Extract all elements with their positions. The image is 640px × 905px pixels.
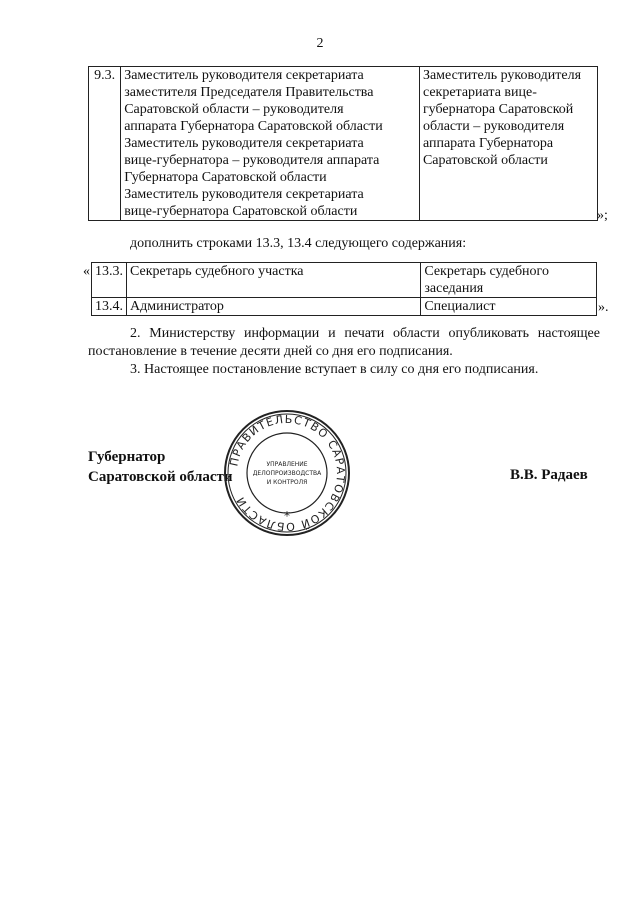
opening-quote: « [83, 264, 90, 279]
staff-table-continuation [88, 66, 598, 221]
seal-star-icon: * [284, 509, 290, 523]
page-number: 2 [316, 36, 324, 51]
signatory-title [88, 447, 233, 487]
cell-line: Губернатора Саратовской области [124, 170, 327, 185]
cell-line: заседания [424, 281, 484, 296]
row-number: 13.4. [92, 298, 127, 316]
cell-line: Заместитель руководителя секретариата [124, 187, 364, 202]
continuation-text: дополнить строками 13.3, 13.4 следующего содержания: [130, 236, 467, 251]
cell-line: губернатора Саратовской [422, 102, 574, 117]
cell-line: Заместитель руководителя секретариата [124, 136, 364, 151]
seal-inner-line: И КОНТРОЛЯ [266, 479, 308, 486]
new-position-cell [421, 263, 597, 298]
new-position-cell [421, 298, 597, 316]
cell-line: аппарата Губернатора Саратовской области [124, 119, 383, 134]
cell-line: Секретарь судебного [424, 264, 549, 279]
seal-inner-line: ДЕЛОПРОИЗВОДСТВА [252, 470, 322, 477]
new-position-cell [419, 67, 597, 221]
cell-line: Заместитель руководителя [422, 68, 582, 83]
table-row [92, 298, 597, 316]
old-position-cell: Администратор [127, 298, 421, 316]
signatory-name: В.В. Радаев [510, 467, 588, 483]
row-number: 13.3. [92, 263, 127, 298]
cell-line: вице-губернатора – руководителя аппарата [124, 153, 380, 168]
paragraph-publication: 2. Министерству информации и печати области опубликовать настоящее постановление в течение десяти дней со дня его подписания. [88, 326, 600, 359]
table-row [92, 263, 597, 298]
cell-line: Специалист [424, 299, 496, 314]
signatory-title-line: Саратовской области [88, 469, 233, 485]
seal-inner-line: УПРАВЛЕНИЕ [266, 461, 308, 468]
cell-line: Саратовской области – руководителя [124, 102, 344, 117]
cell-line: Заместитель руководителя секретариата [124, 68, 364, 83]
signatory-title-line: Губернатор [88, 449, 166, 465]
old-position-cell [121, 67, 420, 221]
seal-outer-text: ПРАВИТЕЛЬСТВО САРАТОВСКОЙ ОБЛАСТИ [227, 412, 348, 534]
cell-line: области – руководителя [422, 119, 565, 134]
row-number: 9.3. [89, 67, 121, 221]
cell-line: секретариата вице- [422, 85, 537, 100]
old-position-cell: Секретарь судебного участка [127, 263, 421, 298]
cell-line: вице-губернатора Саратовской области [124, 204, 358, 219]
paragraph-entry-into-force: 3. Настоящее постановление вступает в силу со дня его подписания. [130, 362, 539, 377]
closing-quote: »; [597, 208, 608, 223]
cell-line: аппарата Губернатора [422, 136, 554, 151]
closing-quote: ». [598, 300, 609, 315]
cell-line: заместителя Председателя Правительства [124, 85, 374, 100]
table-row [89, 67, 598, 221]
new-rows-table [91, 262, 597, 316]
cell-line: Саратовской области [422, 153, 548, 168]
official-seal-stamp [222, 408, 352, 538]
